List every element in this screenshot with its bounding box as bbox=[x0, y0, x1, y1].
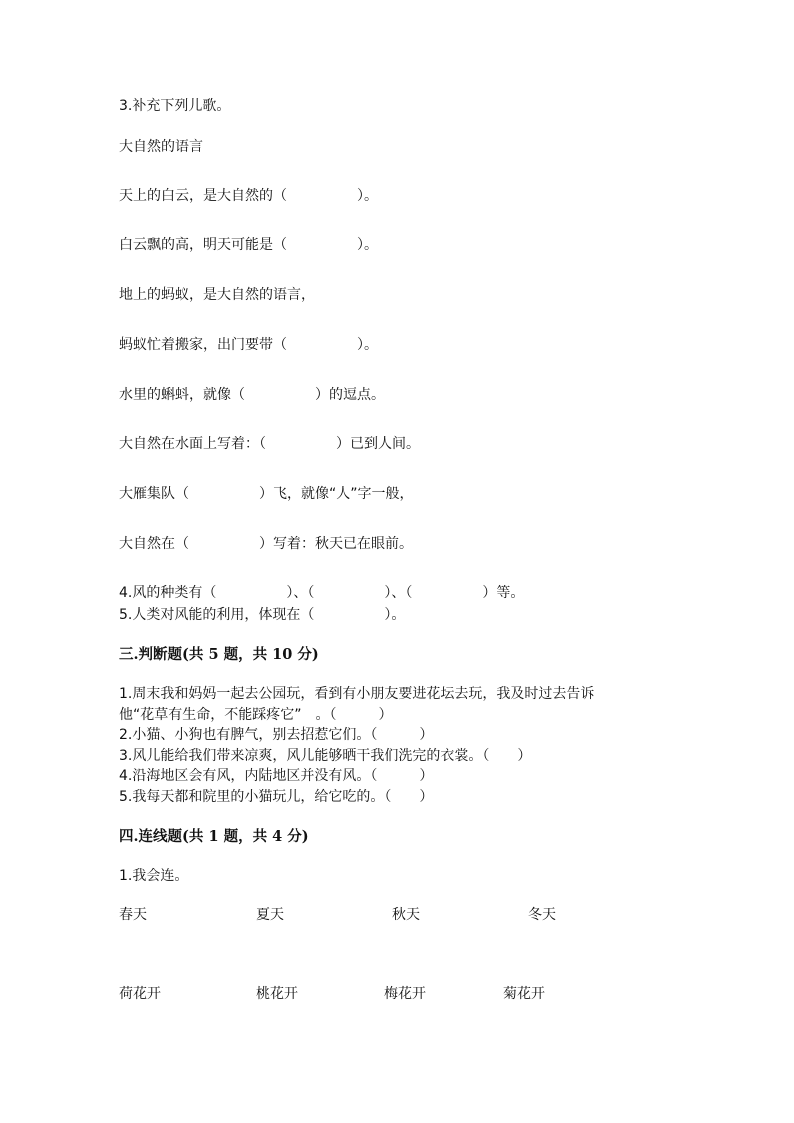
judge-q1-line2: 他“花草有生命，不能踩疼它” 。（ ） bbox=[119, 707, 393, 723]
judge-q5: 5.我每天都和院里的小猫玩儿，给它吃的。（ ） bbox=[119, 789, 434, 805]
judge-q1-line1: 1.周末我和妈妈一起去公园玩，看到有小朋友要进花坛去玩，我及时过去告诉 bbox=[119, 686, 595, 702]
poem-line: 水里的蝌蚪，就像（ ）的逗点。 bbox=[119, 387, 385, 403]
judge-heading: 三.判断题(共 5 题，共 10 分) bbox=[119, 646, 319, 663]
judge-q2: 2.小猫、小狗也有脾气，别去招惹它们。（ ） bbox=[119, 727, 434, 743]
season-word: 春天 bbox=[119, 907, 147, 923]
poem-line: 大自然在（ ）写着：秋天已在眼前。 bbox=[119, 536, 413, 552]
flower-word: 菊花开 bbox=[503, 986, 545, 1002]
match-q1: 1.我会连。 bbox=[119, 868, 189, 884]
flower-word: 桃花开 bbox=[256, 986, 298, 1002]
match-heading: 四.连线题(共 1 题，共 4 分) bbox=[119, 828, 309, 845]
poem-line: 天上的白云，是大自然的（ ）。 bbox=[119, 188, 378, 204]
poem-line: 大雁集队（ ）飞，就像“人”字一般， bbox=[119, 486, 414, 502]
q5-wind-use: 5.人类对风能的利用，体现在（ ）。 bbox=[119, 607, 406, 623]
judge-q3: 3.风儿能给我们带来凉爽，风儿能够晒干我们洗完的衣裳。（ ） bbox=[119, 748, 532, 764]
q4-wind-types: 4.风的种类有（ ）、（ ）、（ ）等。 bbox=[119, 585, 525, 601]
judge-q4: 4.沿海地区会有风，内陆地区并没有风。（ ） bbox=[119, 768, 434, 784]
poem-line: 白云飘的高，明天可能是（ ）。 bbox=[119, 237, 378, 253]
season-word: 秋天 bbox=[392, 907, 420, 923]
flower-word: 荷花开 bbox=[119, 986, 161, 1002]
flower-word: 梅花开 bbox=[384, 986, 426, 1002]
season-word: 夏天 bbox=[256, 907, 284, 923]
poem-title: 大自然的语言 bbox=[119, 139, 203, 155]
season-word: 冬天 bbox=[528, 907, 556, 923]
poem-line: 地上的蚂蚁，是大自然的语言， bbox=[119, 287, 315, 303]
q3-title: 3.补充下列儿歌。 bbox=[119, 98, 231, 114]
poem-line: 大自然在水面上写着：（ ）已到人间。 bbox=[119, 436, 420, 452]
poem-line: 蚂蚁忙着搬家，出门要带（ ）。 bbox=[119, 337, 378, 353]
